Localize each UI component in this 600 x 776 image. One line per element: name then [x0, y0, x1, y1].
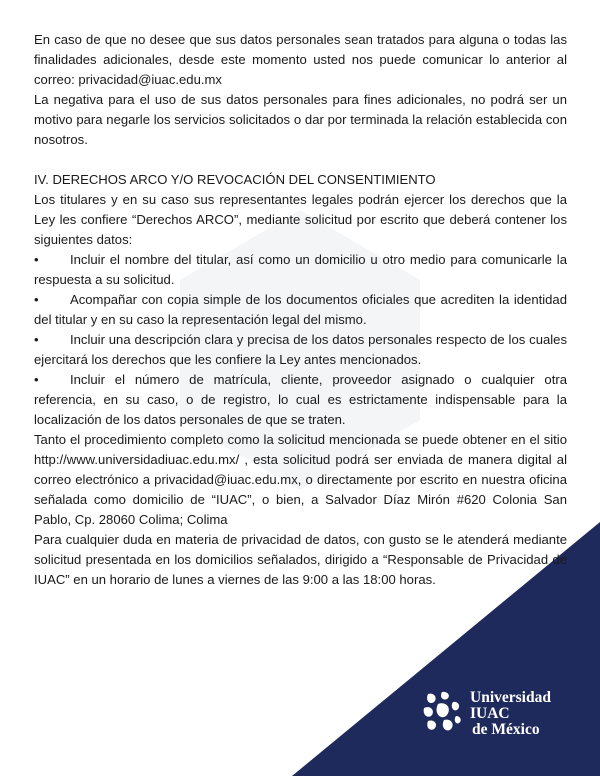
- logo-line-2: IUAC: [470, 705, 510, 722]
- list-item: [34, 250, 567, 290]
- list-item: [34, 370, 567, 430]
- university-logo: [420, 690, 570, 740]
- bullet-icon: •: [34, 372, 39, 387]
- paragraph-procedure: Tanto el procedimiento completo como la solicitud mencionada se puede obtener en el sitio http://www.universidadiuac.edu.mx/ , esta solicitud podrá ser enviada de manera digital al correo electrónico a privacidad@iuac.edu.mx, o directamente por escrito en nuestra oficina señalada como domicilio de “IUAC”, o bien, a Salvador Díaz Mirón #620 Colonia San Pablo, Cp. 28060 Colima; Colima: [34, 432, 567, 527]
- logo-line-3: de México: [472, 721, 540, 738]
- list-item: [34, 330, 567, 370]
- document-body: [34, 30, 567, 590]
- bullet-icon: •: [34, 332, 39, 347]
- bullet-icon: •: [34, 252, 39, 267]
- paragraph-negativa: La negativa para el uso de sus datos personales para fines adicionales, no podrá ser un motivo para negarle los servicios solicitados o dar por terminada la relación establecida con nosotros.: [34, 92, 567, 147]
- paragraph-opt-out: En caso de que no desee que sus datos personales sean tratados para alguna o todas las finalidades adicionales, desde este momento usted nos puede comunicar lo anterior al correo: privacidad@iuac.edu.mx: [34, 32, 567, 87]
- bullet-icon: •: [34, 292, 39, 307]
- list-item-text: Acompañar con copia simple de los documentos oficiales que acrediten la identidad del titular y en su caso la representación legal del mismo.: [34, 292, 567, 327]
- list-item-text: Incluir el nombre del titular, así como un domicilio u otro medio para comunicarle la respuesta a su solicitud.: [34, 252, 567, 287]
- list-item: [34, 290, 567, 330]
- paragraph-contact: Para cualquier duda en materia de privacidad de datos, con gusto se le atenderá mediante solicitud presentada en los domicilios señalados, dirigido a “Responsable de Privacidad de IUAC” en un horario de lunes a viernes de las 9:00 a las 18:00 horas.: [34, 532, 567, 587]
- list-item-text: Incluir una descripción clara y precisa de los datos personales respecto de los cuales ejercitará los derechos que les confiere la Ley antes mencionados.: [34, 332, 567, 367]
- university-emblem-icon: [420, 690, 464, 734]
- university-name: [470, 690, 551, 738]
- spacer: [34, 150, 567, 170]
- logo-line-1: Universidad: [470, 689, 551, 706]
- section-heading: IV. DERECHOS ARCO Y/O REVOCACIÓN DEL CONSENTIMIENTO: [34, 172, 436, 187]
- paragraph-arco-intro: Los titulares y en su caso sus representantes legales podrán ejercer los derechos que la Ley les confiere “Derechos ARCO”, mediante solicitud por escrito que deberá contener los siguientes datos:: [34, 192, 567, 247]
- list-item-text: Incluir el número de matrícula, cliente, proveedor asignado o cualquier otra referencia, en su caso, o de registro, lo cual es estrictamente indispensable para la localización de los datos personales de que se traten.: [34, 372, 567, 427]
